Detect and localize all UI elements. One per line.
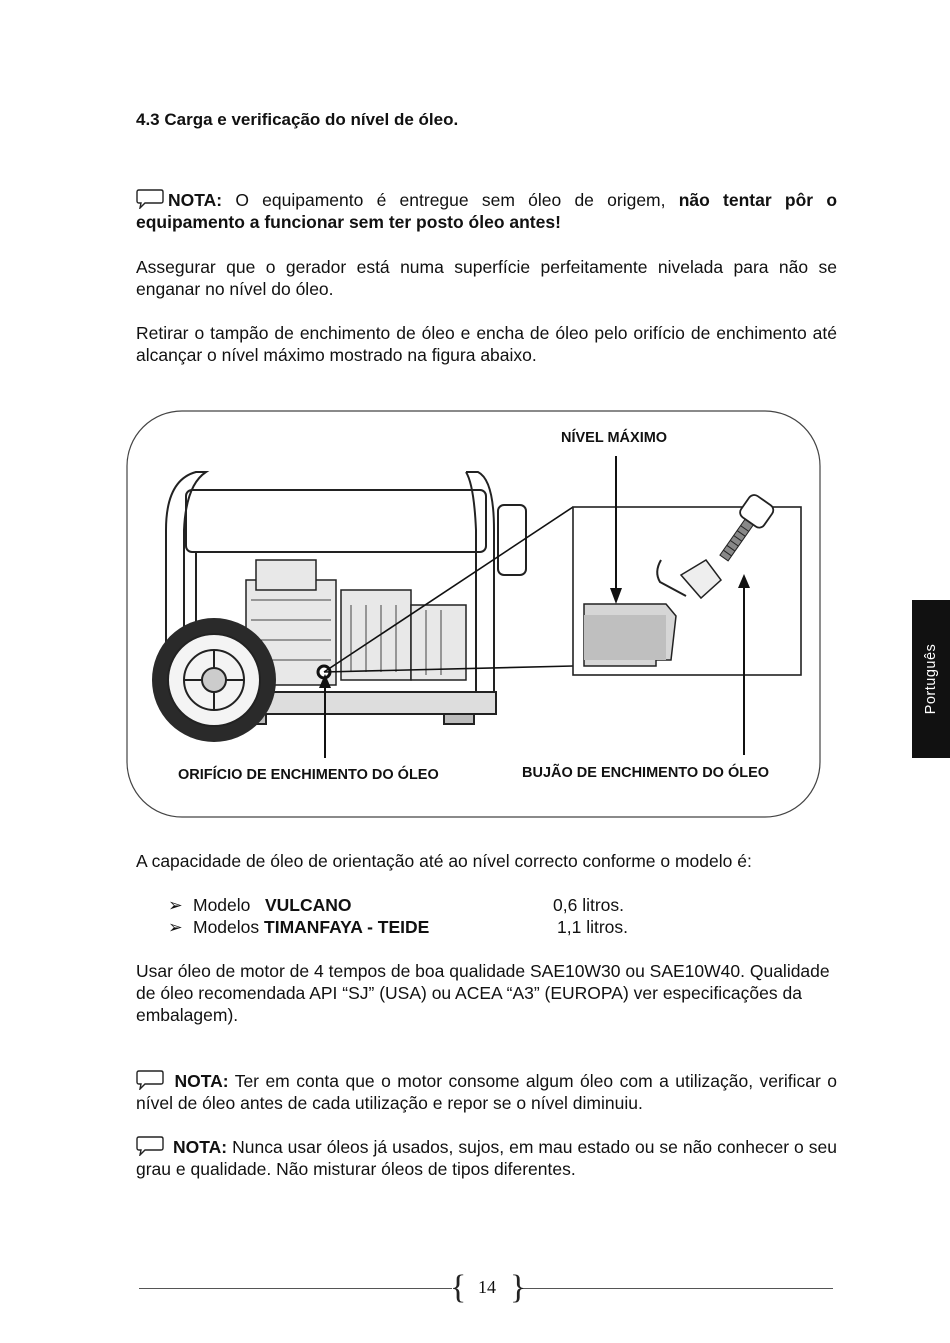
speech-bubble-icon xyxy=(136,1070,164,1090)
paragraph-fill-oil: Retirar o tampão de enchimento de óleo e encha de óleo pelo orifício de enchimento até alcançar o nível máximo mostrado na figura abaixo. xyxy=(136,323,837,365)
generator-illustration xyxy=(126,410,821,818)
arrow-bullet-icon: ➢ xyxy=(168,895,183,915)
arrow-bullet-icon: ➢ xyxy=(168,917,183,937)
language-tab-label: Português xyxy=(923,643,939,715)
speech-bubble-icon xyxy=(136,189,164,209)
language-tab xyxy=(912,600,950,758)
generator-oil-figure xyxy=(126,410,821,818)
model-name: TIMANFAYA - TEIDE xyxy=(264,917,430,937)
note-2-text: Ter em conta que o motor consome algum óleo com a utilização, verificar o nível de óleo antes de cada utilização e repor se o nível diminuiu. xyxy=(136,1071,837,1113)
note-2 xyxy=(136,1070,837,1114)
footer-rule-left xyxy=(139,1288,452,1289)
max-level-label: NÍVEL MÁXIMO xyxy=(561,430,668,446)
section-heading: 4.3 Carga e verificação do nível de óleo. xyxy=(136,110,459,129)
list-item xyxy=(168,894,768,916)
note-1-label: NOTA: xyxy=(168,190,223,210)
model-capacity: 0,6 litros. xyxy=(553,895,624,915)
note-1-text: O equipamento é entregue sem óleo de origem, xyxy=(222,190,679,210)
note-1 xyxy=(136,189,837,233)
footer-rule-right xyxy=(522,1288,833,1289)
model-prefix: Modelo xyxy=(193,895,265,915)
model-name: VULCANO xyxy=(264,895,352,915)
note-1-warning: não tentar pôr o equipamento a funcionar sem ter posto óleo antes! xyxy=(136,190,838,232)
capacity-intro: A capacidade de óleo de orientação até ao nível correcto conforme o modelo é: xyxy=(136,851,752,871)
model-prefix: Modelos xyxy=(193,917,265,937)
note-3-label: NOTA: xyxy=(173,1137,228,1157)
page-bracket-right: } xyxy=(510,1269,527,1306)
list-item xyxy=(168,916,768,938)
paragraph-oil-spec: Usar óleo de motor de 4 tempos de boa qualidade SAE10W30 ou SAE10W40. Qualidade de óleo recomendada API “SJ” (USA) ou ACEA “A3” (EUROPA) ver especificações da embalagem). xyxy=(136,961,830,1025)
model-capacity: 1,1 litros. xyxy=(557,917,628,937)
page-bracket-left: { xyxy=(450,1269,467,1306)
paragraph-level-surface: Assegurar que o gerador está numa superfície perfeitamente nivelada para não se enganar no nível do óleo. xyxy=(136,257,837,299)
note-2-label: NOTA: xyxy=(174,1071,229,1091)
speech-bubble-icon xyxy=(136,1136,164,1156)
page-number: 14 xyxy=(478,1277,496,1297)
oil-filler-plug-label: BUJÃO DE ENCHIMENTO DO ÓLEO xyxy=(522,765,770,781)
model-list xyxy=(168,894,768,938)
note-3-text: Nunca usar óleos já usados, sujos, em mau estado ou se não conhecer o seu grau e qualidade. Não misturar óleos de tipos diferentes. xyxy=(136,1137,837,1179)
oil-filler-hole-label: ORIFÍCIO DE ENCHIMENTO DO ÓLEO xyxy=(178,767,439,783)
note-3 xyxy=(136,1136,837,1180)
